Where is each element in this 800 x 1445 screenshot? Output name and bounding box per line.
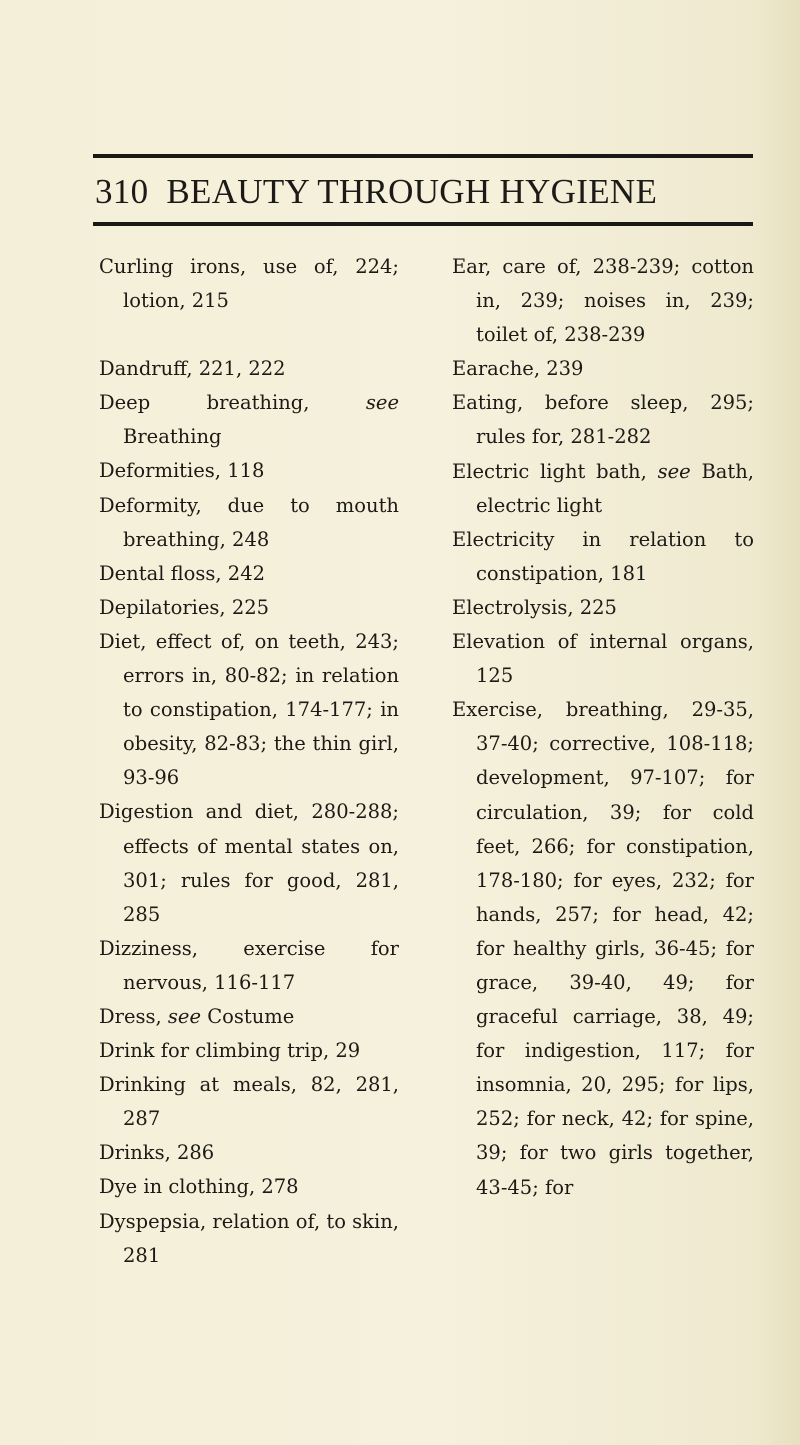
running-head bbox=[95, 170, 657, 214]
entry-text: Dandruff, 221, 222 bbox=[99, 357, 286, 381]
entry-text: Deformities, 118 bbox=[99, 459, 265, 483]
entry-text: Earache, 239 bbox=[452, 357, 584, 381]
entry-text: Deformity, due to mouth breathing, 248 bbox=[99, 493, 399, 551]
see-reference: see bbox=[657, 459, 691, 483]
index-entry bbox=[99, 1000, 399, 1034]
index-entry bbox=[452, 591, 754, 625]
entry-text: Dizziness, exercise for nervous, 116-117 bbox=[99, 936, 399, 994]
entry-text: Electrolysis, 225 bbox=[452, 595, 617, 619]
see-target: Breathing bbox=[123, 425, 222, 449]
index-entry bbox=[99, 591, 399, 625]
index-entry bbox=[452, 455, 754, 523]
index-entry bbox=[99, 557, 399, 591]
index-entry bbox=[99, 795, 399, 931]
entry-text: Digestion and diet, 280-288; effects of mental states on, 301; rules for good, 281, 285 bbox=[99, 800, 399, 926]
entry-text: Deep breathing, bbox=[99, 391, 310, 415]
index-column-right bbox=[452, 250, 754, 1205]
entry-text: Ear, care of, 238-239; cotton in, 239; noises in, 239; toilet of, 238-239 bbox=[452, 255, 754, 347]
index-entry bbox=[99, 352, 399, 386]
index-entry bbox=[452, 523, 754, 591]
entry-text: Eating, before sleep, 295; rules for, 281-282 bbox=[452, 391, 754, 449]
entry-text: Dyspepsia, relation of, to skin, 281 bbox=[99, 1209, 399, 1267]
entry-text: Diet, effect of, on teeth, 243; errors in, 80-82; in relation to constipation, 174-177; in obesity, 82-83; the thin girl, 93-96 bbox=[99, 629, 399, 790]
index-entry bbox=[452, 352, 754, 386]
see-reference: see bbox=[365, 391, 399, 415]
entry-text: Curling irons, use of, 224; lotion, 215 bbox=[99, 255, 399, 313]
index-entry bbox=[99, 386, 399, 454]
index-entry bbox=[452, 386, 754, 454]
page-number: 310 bbox=[95, 172, 149, 211]
entry-text: Dress, bbox=[99, 1004, 162, 1028]
index-entry bbox=[99, 625, 399, 795]
see-target: Bath, electric light bbox=[476, 459, 755, 517]
entry-text: Dye in clothing, 278 bbox=[99, 1175, 299, 1199]
index-entry bbox=[452, 250, 754, 352]
entry-text: Elevation of internal organs, 125 bbox=[452, 630, 754, 688]
index-entry bbox=[99, 1136, 399, 1170]
see-reference: see bbox=[167, 1004, 202, 1028]
index-entry bbox=[99, 454, 399, 488]
entry-text: Drinks, 286 bbox=[99, 1141, 215, 1165]
index-entry bbox=[99, 1034, 399, 1068]
index-entry bbox=[452, 625, 754, 693]
entry-text: Dental floss, 242 bbox=[99, 561, 266, 585]
entry-text: Depilatories, 225 bbox=[99, 595, 270, 619]
index-entry bbox=[99, 1068, 399, 1136]
entry-text: Electricity in relation to constipation, 181 bbox=[452, 527, 754, 585]
entry-text: Electric light bath, bbox=[452, 459, 647, 483]
index-entry bbox=[99, 250, 399, 318]
entry-text: Drinking at meals, 82, 281, 287 bbox=[99, 1073, 399, 1131]
index-column-left bbox=[99, 250, 399, 1273]
index-entry bbox=[99, 489, 399, 557]
running-title: BEAUTY THROUGH HYGIENE bbox=[166, 172, 658, 211]
index-entry bbox=[99, 932, 399, 1000]
entry-text: Exercise, breathing, 29-35, 37-40; corrective, 108-118; development, 97-107; for circulation, 39; for cold feet, 266; for constipation, 178-180; for eyes, 232; for hands, 257; for head, 42; for healthy girls, 36-45; for grace, 39-40, 49; for graceful carriage, 38, 49; for indigestion, 117; for insomnia, 20, 295; for lips, 252; for neck, 42; for spine, 39; for two girls together, 43-45; for bbox=[452, 698, 754, 1199]
index-entry bbox=[99, 1205, 399, 1273]
see-target: Costume bbox=[207, 1004, 295, 1028]
header-rule-bottom bbox=[93, 222, 753, 226]
header-rule-top bbox=[93, 154, 753, 158]
index-entry bbox=[99, 1170, 399, 1204]
entry-text: Drink for climbing trip, 29 bbox=[99, 1039, 361, 1063]
index-entry bbox=[452, 693, 754, 1204]
